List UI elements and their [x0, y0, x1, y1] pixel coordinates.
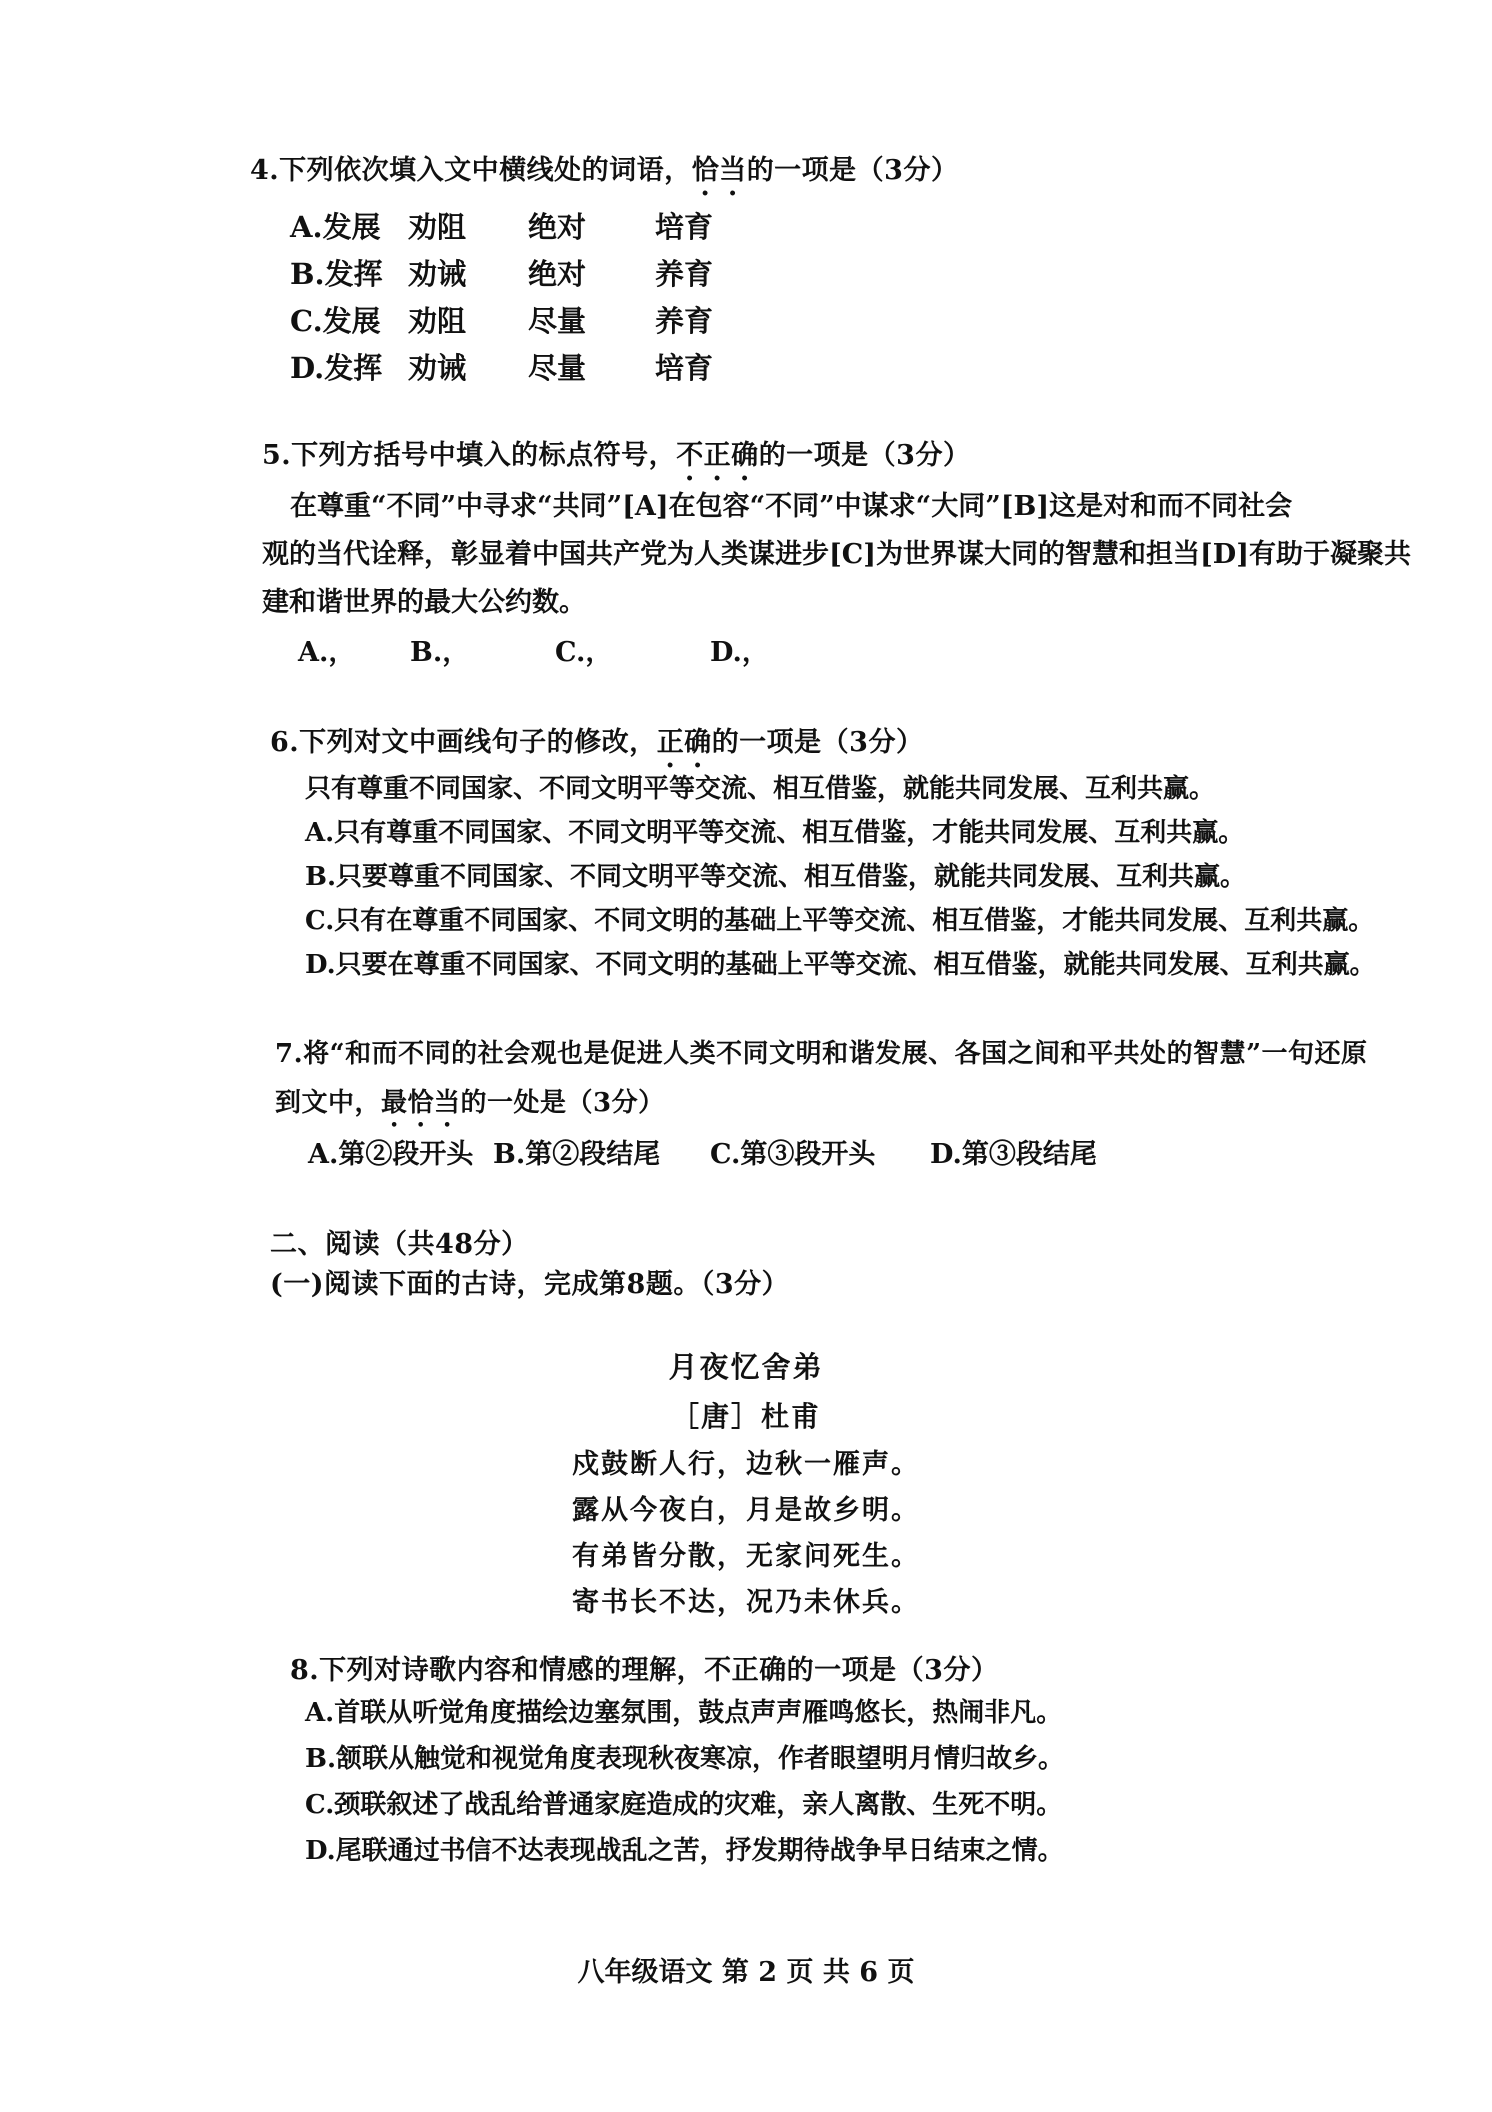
q8-options: [305, 1690, 1064, 1874]
q7-stem-line-2: [275, 1082, 1368, 1133]
q4-option-d-w3: 尽量: [528, 351, 587, 385]
page-footer: 八年级语文 第 2 页 共 6 页: [577, 1957, 915, 1988]
q7-option-d: D.第③段结尾: [930, 1139, 1097, 1170]
q6-stem: [270, 720, 923, 774]
q6-original-sentence: 只有尊重不同国家、不同文明平等交流、相互借鉴，就能共同发展、互利共赢。: [305, 774, 1216, 804]
q4-option-b-w3: 绝对: [528, 257, 587, 291]
q7-stem-line-1: 7.将“和而不同的社会观也是促进人类不同文明和谐发展、各国之间和平共处的智慧”一句还原: [275, 1039, 1368, 1069]
q6-option-d: D.只要在尊重不同国家、不同文明的基础上平等交流、相互借鉴，就能共同发展、互利共赢。: [305, 950, 1376, 980]
poem-line-2: 露从今夜白，月是故乡明。: [572, 1495, 920, 1526]
poem-line-4: 寄书长不达，况乃未休兵。: [572, 1587, 920, 1618]
q8-option-c: C.颈联叙述了战乱给普通家庭造成的灾难，亲人离散、生死不明。: [305, 1790, 1063, 1820]
q4-option-d-w2: 劝诫: [408, 351, 467, 385]
poem-line-3: 有弟皆分散，无家问死生。: [572, 1541, 920, 1572]
q8-option-b: B.颔联从触觉和视觉角度表现秋夜寒凉，作者眼望明月情归故乡。: [305, 1744, 1065, 1774]
q5-stem: [262, 433, 970, 487]
q7-stem-post: 的一处是（3分）: [460, 1088, 665, 1118]
q4-option-d-w4: 培育: [655, 351, 714, 385]
q6-option-c: C.只有在尊重不同国家、不同文明的基础上平等交流、相互借鉴，才能共同发展、互利共赢。: [305, 906, 1375, 936]
q6-option-b: B.只要尊重不同国家、不同文明平等交流、相互借鉴，就能共同发展、互利共赢。: [305, 862, 1247, 892]
q4-option-c-w1: C.发展: [290, 304, 381, 338]
q5-options: [298, 630, 998, 670]
q6-stem-emphasis: 正确: [656, 727, 712, 758]
poem-line-1: 戍鼓断人行，边秋一雁声。: [572, 1449, 920, 1480]
q4-option-d-w1: D.发挥: [290, 351, 383, 385]
q4-stem-pre: 4.下列依次填入文中横线处的词语，: [250, 155, 692, 186]
q7-stem: [275, 1033, 1368, 1133]
q5-option-b: B.，: [410, 637, 470, 668]
q4-options: [290, 205, 990, 393]
q7-option-b: B.第②段结尾: [493, 1139, 661, 1170]
q7-stem-pre: 到文中，: [275, 1088, 382, 1118]
q4-stem: [250, 148, 958, 202]
q4-option-b-w4: 养育: [655, 257, 714, 291]
q4-stem-emphasis: 恰当: [691, 155, 747, 186]
section-2-subtitle: (一)阅读下面的古诗，完成第8题。（3分）: [270, 1269, 790, 1300]
q8-stem: 8.下列对诗歌内容和情感的理解，不正确的一项是（3分）: [290, 1655, 999, 1686]
q4-option-c-w4: 养育: [655, 304, 714, 338]
q5-passage-line-3: 建和谐世界的最大公约数。: [262, 587, 586, 618]
q5-option-d: D.，: [710, 637, 769, 668]
q5-stem-emphasis: 不正确: [676, 440, 759, 471]
q4-option-a-w4: 培育: [655, 210, 714, 244]
q5-stem-pre: 5.下列方括号中填入的标点符号，: [262, 440, 677, 471]
q4-option-a-w1: A.发展: [290, 210, 381, 244]
q5-passage-line-1: 在尊重“不同”中寻求“共同”[A]在包容“不同”中谋求“大同”[B]这是对和而不同社会: [290, 491, 1293, 522]
section-2-title: 二、阅读（共48分）: [270, 1229, 529, 1260]
q4-option-c: [290, 299, 990, 346]
poem-title: 月夜忆舍弟: [668, 1350, 824, 1384]
q4-option-b: [290, 252, 990, 299]
q5-passage: [262, 483, 1411, 627]
q4-option-b-w2: 劝诫: [408, 257, 467, 291]
q4-option-a: [290, 205, 990, 252]
poem-author: ［唐］杜甫: [670, 1400, 821, 1433]
q6-stem-pre: 6.下列对文中画线句子的修改，: [270, 727, 657, 758]
q4-stem-post: 的一项是（3分）: [746, 155, 959, 186]
q6-body: [305, 767, 1376, 987]
q5-passage-line-2: 观的当代诠释，彰显着中国共产党为人类谋进步[C]为世界谋大同的智慧和担当[D]有助于凝聚共: [262, 539, 1412, 570]
q5-stem-post: 的一项是（3分）: [758, 440, 971, 471]
q4-option-a-w2: 劝阻: [408, 210, 467, 244]
q8-option-a: A.首联从听觉角度描绘边塞氛围，鼓点声声雁鸣悠长，热闹非凡。: [305, 1698, 1063, 1728]
q8-option-d: D.尾联通过书信不达表现战乱之苦，抒发期待战争早日结束之情。: [305, 1836, 1064, 1866]
q6-stem-post: 的一项是（3分）: [711, 727, 924, 758]
q7-stem-emphasis: 最恰当: [381, 1088, 461, 1118]
q5-option-c: C.，: [555, 637, 613, 668]
q4-option-d: [290, 346, 990, 393]
q4-option-c-w3: 尽量: [528, 304, 587, 338]
q5-option-a: A.，: [298, 637, 356, 668]
q6-option-a: A.只有尊重不同国家、不同文明平等交流、相互借鉴，才能共同发展、互利共赢。: [305, 818, 1245, 848]
q4-option-c-w2: 劝阻: [408, 304, 467, 338]
q4-option-b-w1: B.发挥: [290, 257, 383, 291]
q7-options: [308, 1132, 1208, 1172]
q7-option-a: A.第②段开头: [308, 1139, 474, 1170]
q4-option-a-w3: 绝对: [528, 210, 587, 244]
q7-option-c: C.第③段开头: [710, 1139, 876, 1170]
